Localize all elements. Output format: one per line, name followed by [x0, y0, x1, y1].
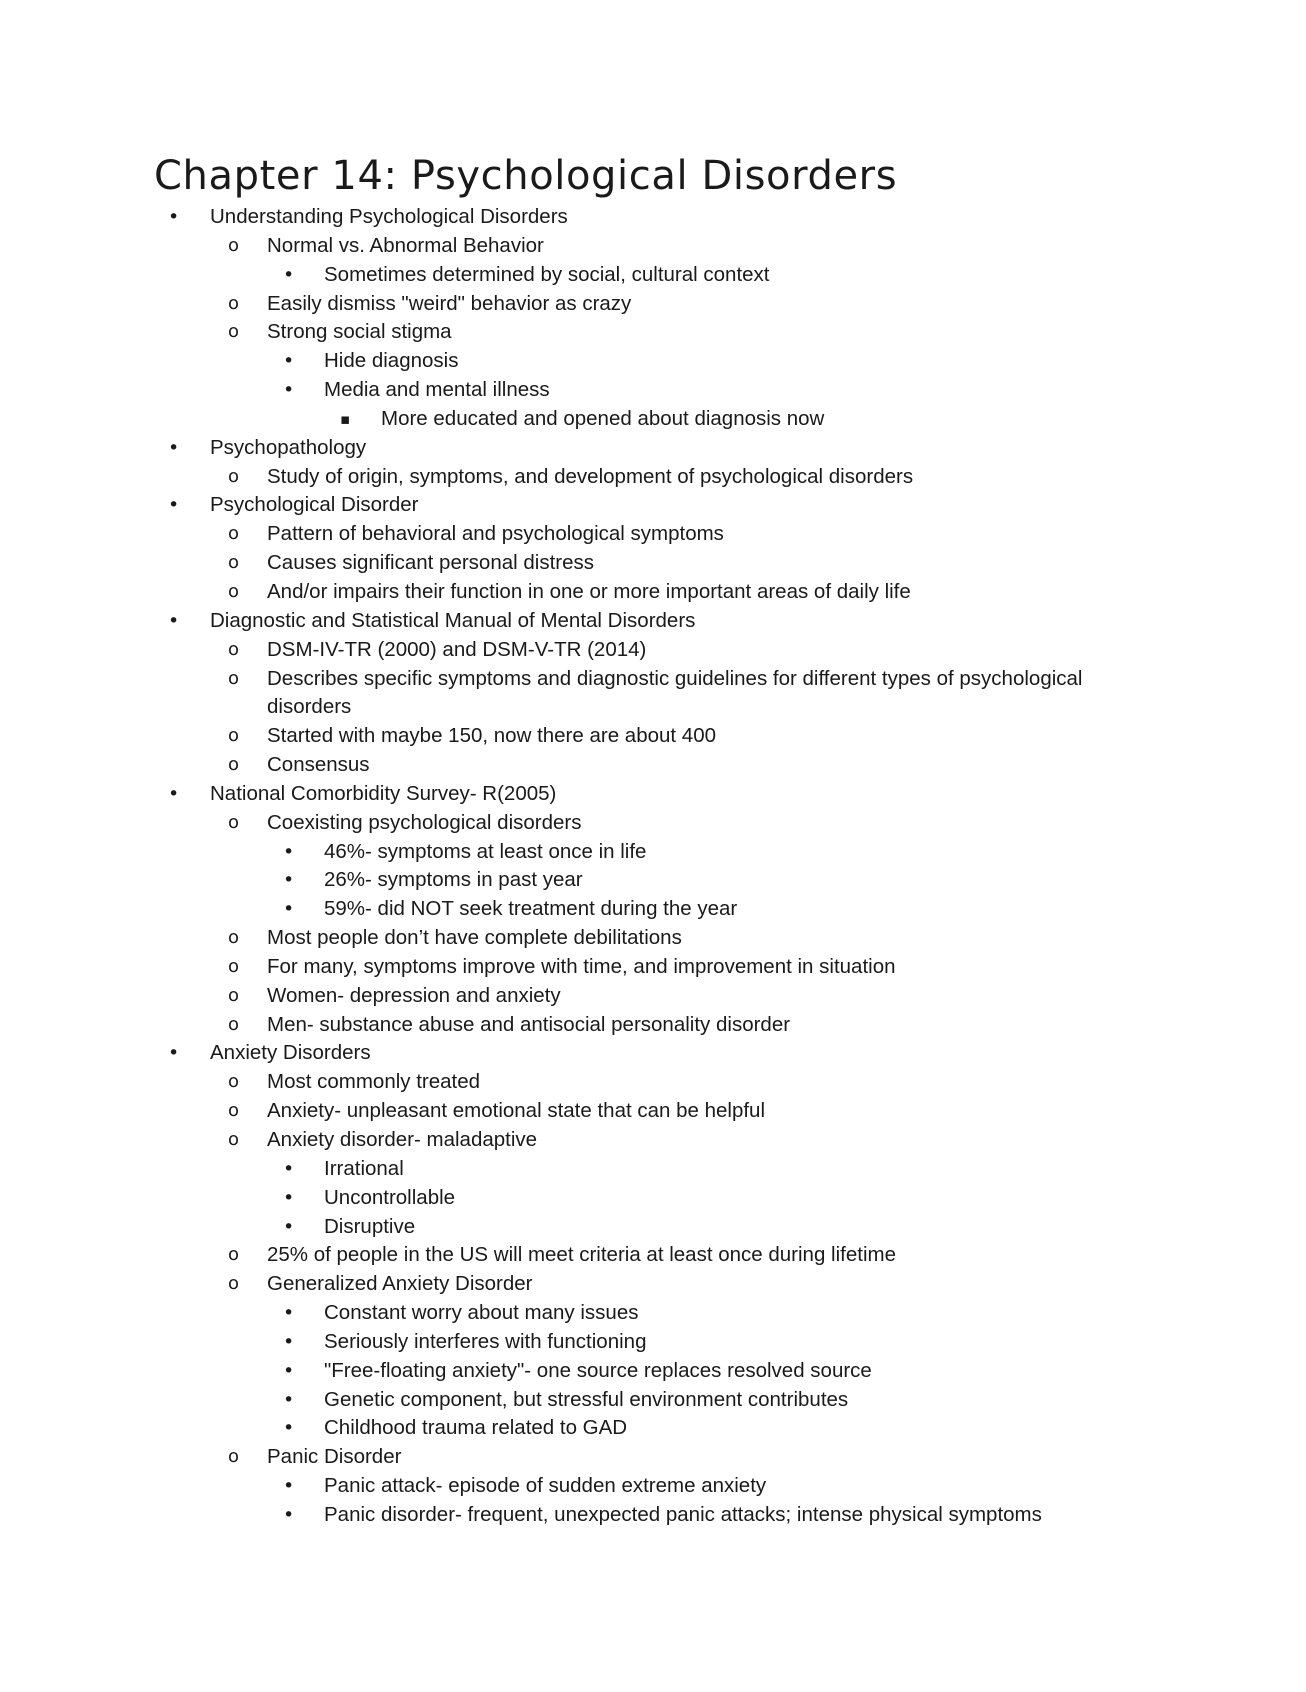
outline-item-text: More educated and opened about diagnosis now — [381, 406, 825, 430]
outline-item-text: Coexisting psychological disorders — [267, 810, 582, 834]
outline-item-level-2 — [0, 463, 1306, 492]
outline-item-level-2 — [0, 1126, 1306, 1155]
outline-item-level-1 — [0, 780, 1306, 809]
outline-item-text: And/or impairs their function in one or more important areas of daily life — [267, 579, 911, 603]
circle-marker: o — [228, 1071, 240, 1093]
outline-item-text: Women- depression and anxiety — [267, 983, 561, 1007]
outline-item-level-2 — [0, 1270, 1306, 1299]
outline-list — [0, 203, 1306, 1530]
circle-marker: o — [228, 1100, 240, 1122]
outline-item-text: Normal vs. Abnormal Behavior — [267, 233, 544, 257]
outline-item-level-1 — [0, 1039, 1306, 1068]
outline-item-level-2 — [0, 953, 1306, 982]
outline-item-level-2 — [0, 924, 1306, 953]
outline-item-text: Genetic component, but stressful environment contributes — [324, 1387, 849, 1411]
circle-marker: o — [228, 667, 240, 689]
outline-item-level-3 — [0, 1414, 1306, 1443]
page-title: Chapter 14: Psychological Disorders — [154, 153, 898, 199]
circle-marker: o — [228, 955, 240, 977]
outline-item-level-3 — [0, 347, 1306, 376]
outline-item-level-3 — [0, 1501, 1306, 1530]
circle-marker: o — [228, 1446, 240, 1468]
outline-item-text: Anxiety disorder- maladaptive — [267, 1128, 538, 1151]
outline-item-level-2 — [0, 751, 1306, 780]
outline-item-level-2 — [0, 232, 1306, 261]
circle-marker: o — [228, 811, 240, 833]
outline-item-text: Uncontrollable — [324, 1185, 456, 1209]
outline-item-level-2 — [0, 1241, 1306, 1270]
bullet-marker: • — [283, 869, 295, 892]
outline-item-text: 25% of people in the US will meet criteria at least once during lifetime — [267, 1243, 896, 1267]
outline-item-level-2 — [0, 636, 1306, 665]
square-marker: ▪ — [340, 409, 351, 428]
outline-item-level-3 — [0, 1328, 1306, 1357]
outline-item-text: Men- substance abuse and antisocial personality disorder — [267, 1012, 791, 1036]
circle-marker: o — [228, 523, 240, 545]
outline-item-level-3 — [0, 261, 1306, 290]
outline-item-level-3 — [0, 1155, 1306, 1184]
outline-item-text: Panic Disorder — [267, 1445, 402, 1469]
outline-item-text: Describes specific symptoms and diagnostic guidelines for different types of psychological disorders — [267, 666, 1083, 719]
circle-marker: o — [228, 754, 240, 776]
bullet-marker: • — [168, 1042, 180, 1065]
outline-item-text: Panic disorder- frequent, unexpected panic attacks; intense physical symptoms — [324, 1502, 1042, 1526]
circle-marker: o — [228, 725, 240, 747]
outline-item-text: For many, symptoms improve with time, and improvement in situation — [267, 954, 896, 978]
outline-item-level-3 — [0, 866, 1306, 895]
outline-item-level-3 — [0, 1213, 1306, 1242]
outline-item-level-2 — [0, 1068, 1306, 1097]
outline-item-text: Constant worry about many issues — [324, 1301, 639, 1325]
bullet-marker: • — [283, 379, 295, 402]
outline-item-text: Irrational — [324, 1156, 404, 1180]
outline-item-text: National Comorbidity Survey- R(2005) — [210, 781, 557, 805]
outline-item-level-1 — [0, 607, 1306, 636]
outline-item-text: Diagnostic and Statistical Manual of Mental Disorders — [210, 608, 696, 632]
circle-marker: o — [228, 1013, 240, 1035]
outline-item-level-3 — [0, 1357, 1306, 1386]
outline-item-text: Easily dismiss "weird" behavior as crazy — [267, 291, 632, 315]
outline-item-level-2 — [0, 982, 1306, 1011]
outline-item-level-3 — [0, 1299, 1306, 1328]
circle-marker: o — [228, 552, 240, 574]
outline-item-text: DSM-IV-TR (2000) and DSM-V-TR (2014) — [267, 637, 647, 661]
circle-marker: o — [228, 292, 240, 314]
outline-item-level-2 — [0, 809, 1306, 838]
outline-item-text: Childhood trauma related to GAD — [324, 1416, 628, 1440]
outline-item-text: Hide diagnosis — [324, 349, 459, 373]
outline-item-text: 59%- did NOT seek treatment during the year — [324, 897, 738, 921]
outline-item-text: Sometimes determined by social, cultural context — [324, 262, 770, 286]
bullet-marker: • — [283, 1330, 295, 1353]
outline-item-text: Understanding Psychological Disorders — [210, 205, 568, 228]
outline-item-text: Causes significant personal distress — [267, 551, 595, 575]
outline-item-text: Started with maybe 150, now there are about 400 — [267, 724, 717, 748]
circle-marker: o — [228, 580, 240, 602]
bullet-marker: • — [283, 1503, 295, 1526]
outline-item-text: Anxiety Disorders — [210, 1041, 371, 1065]
circle-marker: o — [228, 321, 240, 343]
circle-marker: o — [228, 234, 240, 256]
outline-item-text: Generalized Anxiety Disorder — [267, 1272, 533, 1296]
outline-item-text: Pattern of behavioral and psychological symptoms — [267, 522, 724, 546]
circle-marker: o — [228, 927, 240, 949]
bullet-marker: • — [283, 1157, 295, 1180]
outline-item-level-1 — [0, 203, 1306, 232]
bullet-marker: • — [283, 898, 295, 921]
outline-item-text: Panic attack- episode of sudden extreme anxiety — [324, 1474, 767, 1498]
bullet-marker: • — [283, 1359, 295, 1382]
bullet-marker: • — [283, 1388, 295, 1411]
outline-item-level-2 — [0, 290, 1306, 319]
circle-marker: o — [228, 984, 240, 1006]
outline-item-level-2 — [0, 1011, 1306, 1040]
outline-item-level-2 — [0, 1443, 1306, 1472]
outline-item-level-2 — [0, 578, 1306, 607]
outline-item-text: Psychological Disorder — [210, 493, 419, 517]
outline-item-level-2 — [0, 318, 1306, 347]
outline-item-text: Study of origin, symptoms, and development of psychological disorders — [267, 464, 914, 488]
bullet-marker: • — [283, 1186, 295, 1209]
outline-item-level-3 — [0, 895, 1306, 924]
outline-item-level-1 — [0, 491, 1306, 520]
bullet-marker: • — [283, 1215, 295, 1238]
bullet-marker: • — [283, 350, 295, 373]
outline-item-level-3 — [0, 1386, 1306, 1415]
outline-item-level-2 — [0, 549, 1306, 578]
bullet-marker: • — [168, 609, 180, 632]
outline-item-text: 26%- symptoms in past year — [324, 868, 583, 892]
outline-item-level-2 — [0, 722, 1306, 751]
bullet-marker: • — [168, 206, 180, 228]
circle-marker: o — [228, 638, 240, 660]
bullet-marker: • — [283, 263, 295, 286]
circle-marker: o — [228, 1244, 240, 1266]
outline-item-text: Consensus — [267, 753, 370, 777]
circle-marker: o — [228, 1273, 240, 1295]
outline-item-text: 46%- symptoms at least once in life — [324, 839, 647, 863]
outline-item-text: Most commonly treated — [267, 1070, 481, 1094]
outline-item-level-1 — [0, 434, 1306, 463]
outline-item-level-4 — [0, 405, 1306, 434]
outline-item-level-3 — [0, 838, 1306, 867]
outline-item-level-3 — [0, 1472, 1306, 1501]
outline-item-text: Disruptive — [324, 1214, 416, 1238]
bullet-marker: • — [283, 1302, 295, 1325]
outline-item-level-3 — [0, 1184, 1306, 1213]
outline-item-level-2 — [0, 1097, 1306, 1126]
outline-item-level-2 — [0, 665, 1147, 723]
bullet-marker: • — [283, 840, 295, 863]
bullet-marker: • — [168, 436, 180, 459]
bullet-marker: • — [168, 494, 180, 517]
circle-marker: o — [228, 465, 240, 487]
outline-item-text: Strong social stigma — [267, 320, 452, 344]
outline-item-level-3 — [0, 376, 1306, 405]
outline-item-text: Media and mental illness — [324, 378, 550, 402]
outline-item-text: Seriously interferes with functioning — [324, 1329, 647, 1353]
bullet-marker: • — [283, 1475, 295, 1498]
outline-item-text: Anxiety- unpleasant emotional state that can be helpful — [267, 1099, 766, 1123]
outline-item-text: Most people don’t have complete debilitations — [267, 926, 682, 950]
outline-item-text: Psychopathology — [210, 435, 367, 459]
outline-item-level-2 — [0, 520, 1306, 549]
circle-marker: o — [228, 1129, 240, 1150]
outline-item-text: "Free-floating anxiety"- one source replaces resolved source — [324, 1358, 872, 1382]
bullet-marker: • — [283, 1417, 295, 1440]
bullet-marker: • — [168, 782, 180, 805]
